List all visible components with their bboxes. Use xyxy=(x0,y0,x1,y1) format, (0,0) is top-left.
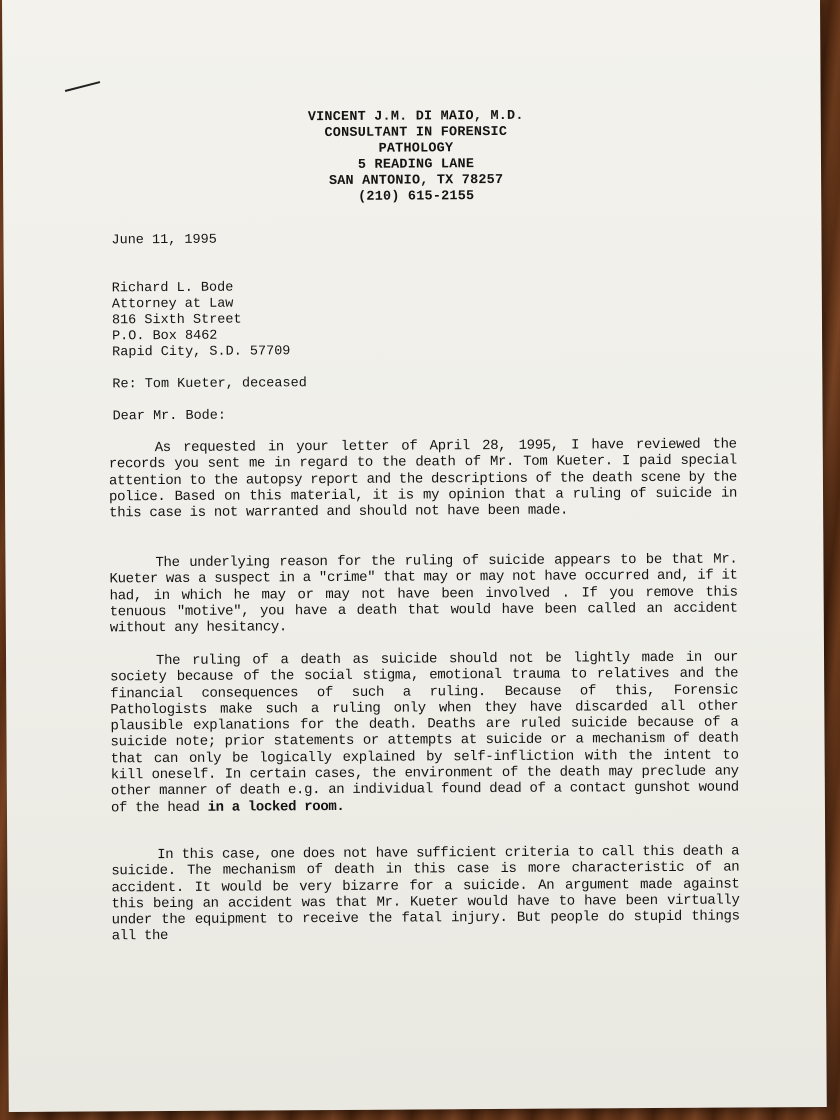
paragraph-2-text: The underlying reason for the ruling of suicide appears to be that Mr. Kueter was a suspect in a "crime" that may or may not have occurred and, if it had, in which he may or may not have been involved . If you remove this tenuous "motive", you have a death that would have been called an accident without any hesitancy. xyxy=(109,551,738,637)
recipient-street: 816 Sixth Street xyxy=(111,312,242,329)
paragraph-3-bold: in a locked room. xyxy=(207,798,345,816)
letterhead-address: 5 READING LANE xyxy=(357,157,475,173)
paragraph-4-text: In this case, one does not have sufficient criteria to call this death a suicide. The mechanism of death in this case is more characteristic of an accident. It would be very bizarre for a suicide. An argument made against this being an accident was that Mr. Kueter would have to have been virtually under the equipment to receive the fatal injury. But people do stupid things all the xyxy=(111,843,740,945)
recipient-po-box: P.O. Box 8462 xyxy=(112,328,218,345)
letter-page xyxy=(2,0,827,1112)
recipient-name: Richard L. Bode xyxy=(111,280,234,297)
letter-date: June 11, 1995 xyxy=(111,232,217,249)
letterhead-title-line1: CONSULTANT IN FORENSIC xyxy=(324,124,508,142)
letterhead-title-line2: PATHOLOGY xyxy=(378,141,454,157)
paragraph-3-main: The ruling of a death as suicide should not be lightly made in our society because of the social stigma, emotional trauma to relatives and the financial consequences of such a ruling. Because of this, Forensic Pathologists make such a ruling only when they have discarded all other plausible explanations for the death. Deaths are ruled suicide because of a suicide note; prior statements or attempts at suicide or a mechanism of death that can only be logically explained by self-infliction with the intent to kill oneself. In certain cases, the environment of the death may preclude any other manner of death e.g. an individual found dead of a contact gunshot wound of the head xyxy=(110,649,739,817)
letterhead-phone: (210) 615-2155 xyxy=(358,189,475,205)
recipient-title: Attorney at Law xyxy=(111,296,234,313)
letterhead-name: VINCENT J.M. DI MAIO, M.D. xyxy=(307,108,524,126)
paragraph-1 xyxy=(109,437,737,522)
pen-mark xyxy=(65,81,100,92)
letterhead xyxy=(3,107,822,208)
paragraph-3 xyxy=(110,650,739,817)
paragraph-1-text: As requested in your letter of April 28, 1995, I have reviewed the records you sent me in regard to the death of Mr. Tom Kueter. I paid special attention to the autopsy report and the descriptions of the death scene by the police. Based on this material, it is my opinion that a ruling of suicide in this case is not warranted and should not have been made. xyxy=(108,436,738,522)
paragraph-3-text xyxy=(110,650,739,817)
letterhead-city: SAN ANTONIO, TX 78257 xyxy=(328,172,504,190)
paragraph-4 xyxy=(111,844,740,946)
paragraph-2 xyxy=(109,552,737,637)
salutation: Dear Mr. Bode: xyxy=(112,408,227,425)
re-line: Re: Tom Kueter, deceased xyxy=(112,376,307,393)
recipient-city: Rapid City, S.D. 57709 xyxy=(112,344,291,361)
